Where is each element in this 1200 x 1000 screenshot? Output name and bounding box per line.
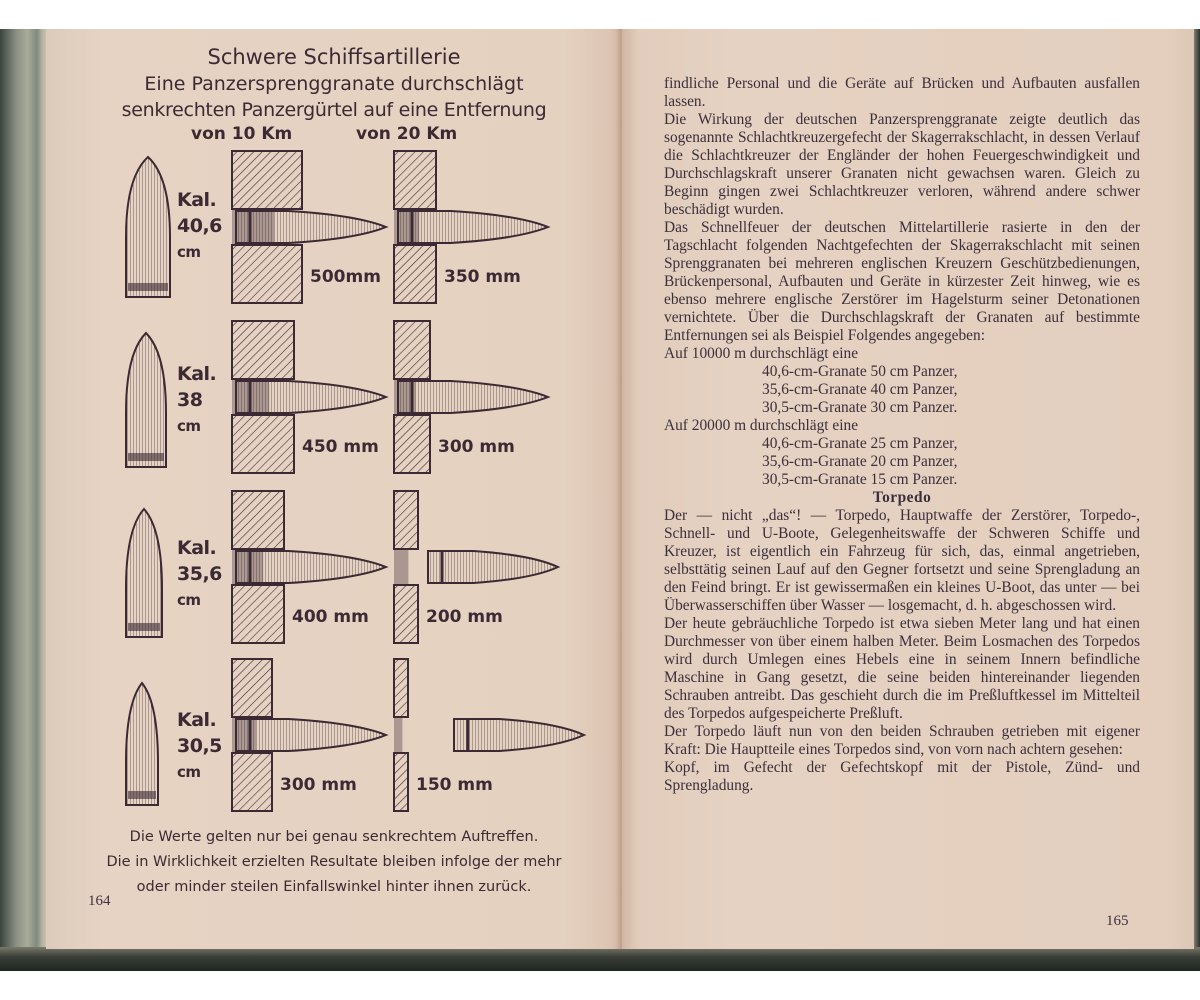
shell-icon [126, 683, 158, 805]
list-item: 35,6-cm-Granate 20 cm Panzer, [762, 453, 958, 470]
diagram-row [46, 655, 622, 815]
armor-plate-upper [394, 659, 408, 717]
penetration-20km-label: 300 mm [438, 437, 515, 457]
penetrating-shell-icon [454, 719, 584, 751]
caliber-label [177, 187, 222, 265]
diagram-subtitle-line1: Eine Panzersprenggranate durchschlägt [144, 73, 524, 95]
book-cover-left-edge [0, 29, 46, 959]
right-page-text [664, 75, 1140, 795]
diagram-subtitle-line2: senkrechten Panzergürtel auf eine Entfernung [121, 99, 547, 121]
armor-plate-upper [394, 491, 418, 549]
penetrating-shell-icon [236, 211, 386, 243]
penetration-10km-label: 300 mm [280, 775, 357, 795]
penetration-hole [394, 549, 408, 585]
penetration-20km-label: 150 mm [416, 775, 493, 795]
caliber-unit: cm [177, 243, 201, 261]
distance-label-10km: von 10 Km [191, 124, 293, 144]
penetration-20km-label: 200 mm [426, 607, 503, 627]
paragraph: Das Schnellfeuer der deutschen Mittelartillerie rasierte in den der Tagschlacht folgenden Nachtgefechten der Skagerrakschlacht mit seinen Sprenggranaten bei mehreren englischen Kreuzern Geschützbedienungen, Brückenpersonal, Aufbauten und Geräte in kürzester Zeit hinweg, wie es ebenso mehrere englische Zerstörer im Hagelsturm seiner Detonationen vernichtete. Über die Durchschlagskraft der Granaten auf bestimmte Entfernungen sei als Beispiel Folgendes angegeben: [664, 219, 1140, 344]
list-item: 40,6-cm-Granate 50 cm Panzer, [762, 363, 958, 380]
list-item: 30,5-cm-Granate 30 cm Panzer. [762, 399, 958, 416]
book-cover-bottom-edge [0, 947, 1200, 971]
caliber-kal: Kal. [177, 537, 217, 559]
shell-driving-band [128, 283, 168, 291]
page-number-left: 164 [88, 893, 111, 909]
list-item: 30,5-cm-Granate 15 cm Panzer. [762, 471, 958, 488]
armor-plate-lower [394, 415, 430, 473]
left-page [46, 29, 622, 949]
penetration-hole [394, 717, 402, 753]
armor-plate-upper [232, 151, 302, 209]
armor-plate-lower [232, 245, 302, 303]
caliber-kal: Kal. [177, 363, 217, 385]
penetration-10km-label: 500mm [310, 267, 381, 287]
shell-driving-band [128, 623, 160, 631]
caliber-unit: cm [177, 763, 201, 781]
penetration-20km-label: 350 mm [444, 267, 521, 287]
caliber-caliber: 38 [177, 389, 203, 411]
list-item: 40,6-cm-Granate 25 cm Panzer, [762, 435, 958, 452]
caliber-label [177, 535, 222, 613]
armor-plate-upper [232, 491, 284, 549]
caption-line3: oder minder steilen Einfallswinkel hinter ihnen zurück. [136, 879, 532, 895]
armor-plate-upper [394, 321, 430, 379]
penetrating-shell-icon [398, 381, 548, 413]
right-page [622, 29, 1194, 949]
shell-driving-band [128, 791, 156, 799]
armor-plate-upper [232, 321, 294, 379]
list-intro-10000: Auf 10000 m durchschlägt eine [664, 345, 859, 362]
caliber-unit: cm [177, 417, 201, 435]
caliber-label [177, 361, 216, 439]
armor-plate-lower [394, 585, 418, 643]
list-item: 35,6-cm-Granate 40 cm Panzer, [762, 381, 958, 398]
diagram-title: Schwere Schiffsartillerie [207, 45, 461, 69]
caliber-caliber: 30,5 [177, 735, 222, 757]
caliber-caliber: 40,6 [177, 215, 222, 237]
caliber-kal: Kal. [177, 709, 217, 731]
armor-plate-lower [394, 753, 408, 811]
caption-line2: Die in Wirklichkeit erzielten Resultate bleiben infolge der mehr [106, 854, 562, 870]
armor-plate-upper [232, 659, 272, 717]
paragraph: Der Torpedo läuft nun von den beiden Schrauben getrieben mit eigener Kraft: Die Hauptteile eines Torpedos sind, von vorn nach achtern gesehen: [664, 723, 1140, 758]
caption-line1: Die Werte gelten nur bei genau senkrechtem Auftreffen. [129, 829, 539, 845]
penetrating-shell-icon [398, 211, 548, 243]
armor-plate-lower [232, 415, 294, 473]
list-intro-20000: Auf 20000 m durchschlägt eine [664, 417, 859, 434]
penetrating-shell-icon [236, 551, 386, 583]
open-book [0, 29, 1200, 971]
paragraph: Die Wirkung der deutschen Panzersprenggranate zeigte deutlich das sogenannte Schlachtkreuzergefecht der Skagerrakschlacht, in dessen Verlauf die Schlachtkreuzer der Engländer der hohen Feuergeschwindigkeit und Durchschlagskraft unserer Granaten nicht gewachsen waren. Gleich zu Beginn gingen zwei Schlachtkreuzer verloren, während andere schwer beschädigt wurden. [664, 111, 1140, 218]
caliber-kal: Kal. [177, 189, 217, 211]
penetrating-shell-icon [236, 719, 386, 751]
diagram-row [46, 147, 622, 307]
paragraph: Der — nicht „das“! — Torpedo, Hauptwaffe der Zerstörer, Torpedo-, Schnell- und U-Boote, Gelegenheitswaffe der Schweren Schiffe und Kreuzer, ist eigentlich ein Fahrzeug für sich, das, einmal angetrieben, selbsttätig seinen Lauf auf den Gegner fortsetzt und seine Sprengladung an den Feind bringt. Er ist gewissermaßen ein kleines U-Boot, das unter — bei Überwasserschiffen über Wasser — losgemacht, d. h. abgeschossen wird. [664, 507, 1140, 614]
armor-plate-lower [394, 245, 436, 303]
paragraph: Kopf, im Gefecht der Gefechtskopf mit der Pistole, Zünd- und Sprengladung. [664, 759, 1140, 794]
caliber-label [177, 707, 222, 785]
shell-icon [126, 333, 166, 467]
diagram-row [46, 317, 622, 477]
shell-icon [126, 157, 170, 297]
armor-plate-lower [232, 585, 284, 643]
paragraph: Der heute gebräuchliche Torpedo ist etwa sieben Meter lang und hat einen Durchmesser von über einem halben Meter. Beim Losmachen des Torpedos wird durch Umlegen eines Hebels eine in seinem Innern befindliche Maschine in Gang gesetzt, die seine beiden hintereinander liegenden Schrauben antreibt. Das geschieht durch die im Preßluftkessel im Mittelteil des Torpedos aufgespeicherte Preßluft. [664, 615, 1140, 722]
paragraph: findliche Personal und die Geräte auf Brücken und Aufbauten ausfallen lassen. [664, 75, 1140, 110]
armor-plate-lower [232, 753, 272, 811]
section-heading-torpedo: Torpedo [872, 489, 932, 506]
shell-driving-band [128, 453, 164, 461]
penetration-10km-label: 400 mm [292, 607, 369, 627]
page-number-right: 165 [1106, 913, 1129, 929]
distance-label-20km: von 20 Km [356, 124, 458, 144]
book-cover-right-edge [1193, 29, 1200, 959]
penetrating-shell-icon [428, 551, 558, 583]
caliber-caliber: 35,6 [177, 563, 222, 585]
diagram-row [46, 487, 622, 647]
armor-plate-upper [394, 151, 436, 209]
penetrating-shell-icon [236, 381, 386, 413]
caliber-unit: cm [177, 591, 201, 609]
penetration-10km-label: 450 mm [302, 437, 379, 457]
shell-icon [126, 509, 162, 637]
